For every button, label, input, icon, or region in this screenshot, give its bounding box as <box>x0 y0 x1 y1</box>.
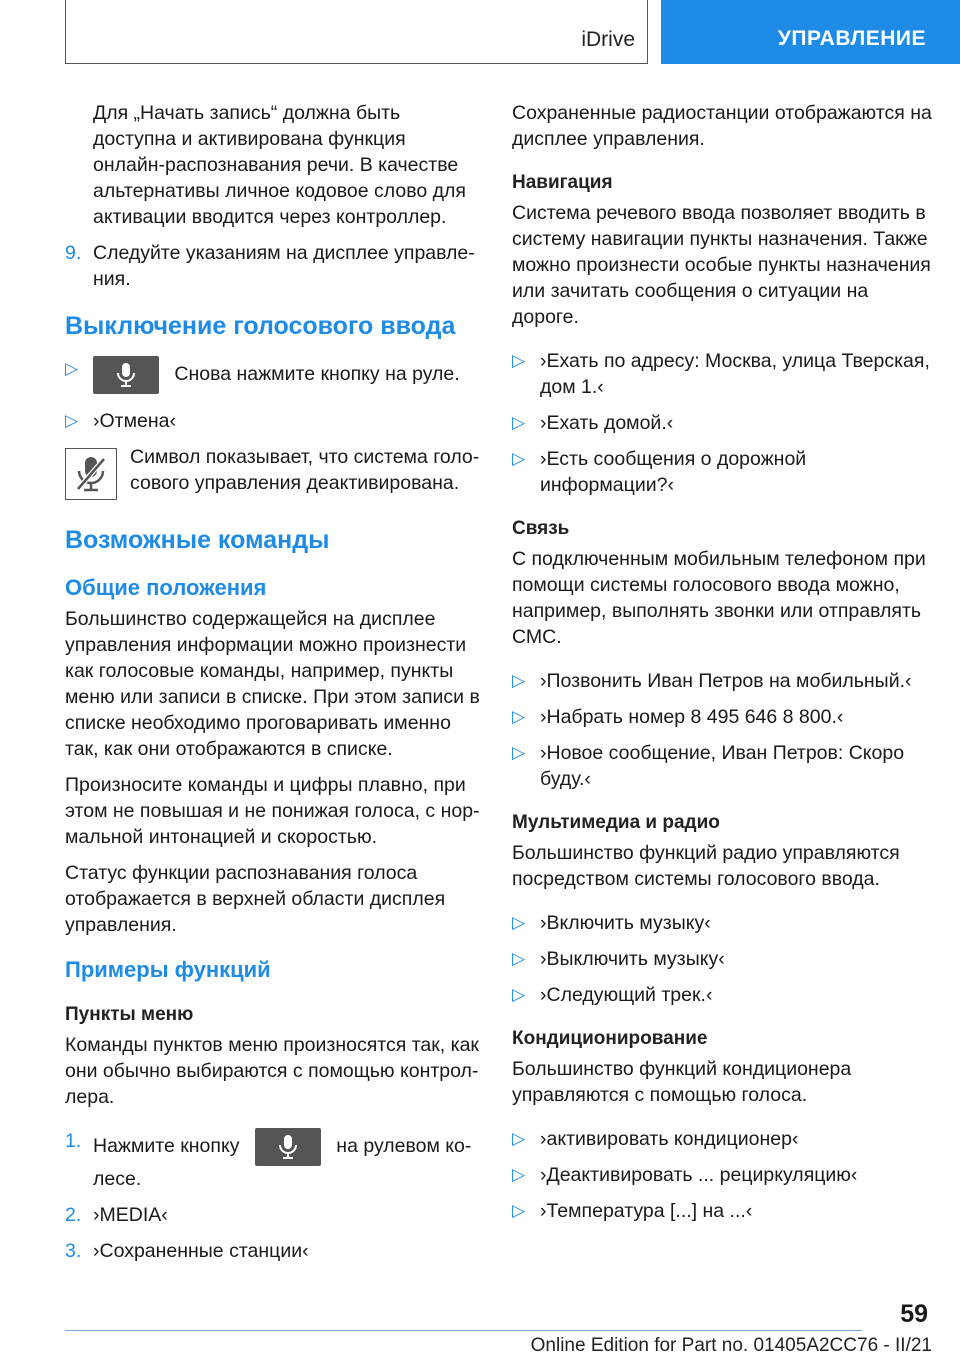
bullet-text: ›Включить музыку‹ <box>540 912 711 934</box>
step-text-a: Нажмите кнопку <box>93 1135 240 1158</box>
microphone-icon <box>278 1134 298 1160</box>
bullet-triangle-icon: ▷ <box>512 913 526 932</box>
step-1 <box>65 1128 483 1192</box>
nav-command <box>512 348 932 400</box>
general-paragraph-2: Произносите команды и цифры плавно, при этом не повышая и не понижая голоса, с нормальной интонацией и скоростью. <box>65 774 480 848</box>
ac-command <box>512 1126 932 1152</box>
radio-paragraph: Сохраненные радиостанции отображаются на дисплее управления. <box>512 102 932 150</box>
bullet-triangle-icon: ▷ <box>512 351 526 370</box>
heading-navigation: Навигация <box>512 172 613 193</box>
nav-command <box>512 446 932 498</box>
header-frame <box>65 0 648 64</box>
navigation-paragraph: Система речевого ввода позволяет вводить в систему навигации пункты назначения. Также можно произнести особые пункты назначения или зачитать сообщения о ситуации на дороге. <box>512 202 931 328</box>
step-text-b: на рулевом колесе. <box>93 1135 472 1190</box>
heading-multimedia: Мультимедиа и радио <box>512 812 720 833</box>
bullet-triangle-icon: ▷ <box>512 449 526 468</box>
step-text: Следуйте указаниям на дисплее управления. <box>93 242 475 290</box>
microphone-off-icon <box>75 455 107 493</box>
left-column <box>65 100 483 1264</box>
step-number: 3. <box>65 1240 82 1262</box>
media-command <box>512 982 932 1008</box>
intro-paragraph: Для „Начать запись“ должна быть доступна и активирована функция онлайн-распознавания речи. В качестве альтернативы личное кодовое слово для активации вводится через контроллер. <box>93 102 466 228</box>
communication-paragraph: С подключенным мобильным телефоном при помощи системы голосового ввода можно, например, выполнять звонки или отправлять СМС. <box>512 548 926 648</box>
step-3 <box>65 1238 483 1264</box>
step-2 <box>65 1202 483 1228</box>
general-paragraph-1: Большинство содержащейся на дисплее управления информации можно произнести как голосовые команды, например, пункты меню или записи в списке. При этом записи в списке необходимо проговаривать именно так, как они отображаются в списке. <box>65 608 480 760</box>
bullet-triangle-icon: ▷ <box>512 1165 526 1184</box>
steering-voice-button <box>93 356 159 394</box>
bullet-text: ›Следующий трек.‹ <box>540 984 713 1006</box>
step-text: ›MEDIA‹ <box>93 1204 168 1226</box>
bullet-text: ›Температура [...] на ...‹ <box>540 1200 753 1222</box>
heading-menu-items: Пункты меню <box>65 1004 194 1025</box>
step-number: 2. <box>65 1204 82 1226</box>
ac-command <box>512 1198 932 1224</box>
bullet-triangle-icon: ▷ <box>512 949 526 968</box>
comm-command <box>512 704 932 730</box>
bullet-triangle-icon: ▷ <box>65 359 79 378</box>
comm-command <box>512 740 932 792</box>
header-tab[interactable] <box>661 0 960 64</box>
step-number: 9. <box>65 242 82 264</box>
general-paragraph-3: Статус функции распознавания голоса отображается в верхней области дисплея управления. <box>65 862 446 936</box>
voice-disabled-symbol <box>65 448 117 500</box>
bullet-text: ›Ехать по адресу: Москва, улица Тверская, дом 1.‹ <box>540 350 930 398</box>
bullet-text: ›Выключить музыку‹ <box>540 948 725 970</box>
nav-command <box>512 410 932 436</box>
bullet-press-again <box>65 356 483 394</box>
symbol-text: Символ показывает, что система голосового управления деактивирована. <box>130 446 480 494</box>
heading-possible-commands: Возможные команды <box>65 526 330 554</box>
media-command <box>512 946 932 972</box>
bullet-text: ›Набрать номер 8 495 646 8 800.‹ <box>540 706 844 728</box>
header-tab-label: УПРАВЛЕНИЕ <box>777 27 926 50</box>
heading-air-conditioning: Кондиционирование <box>512 1028 708 1049</box>
bullet-cancel <box>65 408 483 434</box>
bullet-text: ›Есть сообщения о дорожной информации?‹ <box>540 448 807 496</box>
bullet-text: ›Деактивировать ... рециркуляцию‹ <box>540 1164 858 1186</box>
step-text: ›Сохраненные станции‹ <box>93 1240 309 1262</box>
bullet-triangle-icon: ▷ <box>512 413 526 432</box>
heading-examples: Примеры функций <box>65 957 271 982</box>
bullet-triangle-icon: ▷ <box>512 1129 526 1148</box>
bullet-text: ›Ехать домой.‹ <box>540 412 674 434</box>
air-conditioning-paragraph: Большинство функций кондиционера управляются с помощью голоса. <box>512 1058 852 1106</box>
symbol-row <box>65 444 483 506</box>
microphone-icon <box>116 362 136 388</box>
multimedia-paragraph: Большинство функций радио управляются посредством системы голосового ввода. <box>512 842 900 890</box>
menu-paragraph: Команды пунктов меню произносятся так, как они обычно выбираются с помощью контроллера. <box>65 1034 479 1108</box>
heading-voice-off: Выключение голосового ввода <box>65 312 456 340</box>
bullet-triangle-icon: ▷ <box>512 743 526 762</box>
bullet-triangle-icon: ▷ <box>512 985 526 1004</box>
bullet-text: ›Отмена‹ <box>93 410 176 432</box>
page-number: 59 <box>900 1300 928 1328</box>
step-9 <box>65 240 483 292</box>
ac-command <box>512 1162 932 1188</box>
heading-general: Общие положения <box>65 575 267 600</box>
bullet-text: ›Позвонить Иван Петров на мобильный.‹ <box>540 670 912 692</box>
footer-edition: Online Edition for Part no. 01405A2CC76 - II/21 <box>530 1335 932 1356</box>
bullet-triangle-icon: ▷ <box>65 411 79 430</box>
comm-command <box>512 668 932 694</box>
bullet-text: ›активировать кондиционер‹ <box>540 1128 799 1150</box>
heading-communication: Связь <box>512 518 570 539</box>
bullet-text: ›Новое сообщение, Иван Петров: Скоро буду.‹ <box>540 742 905 790</box>
media-command <box>512 910 932 936</box>
header-section: iDrive <box>581 28 635 51</box>
bullet-triangle-icon: ▷ <box>512 1201 526 1220</box>
bullet-triangle-icon: ▷ <box>512 707 526 726</box>
bullet-triangle-icon: ▷ <box>512 671 526 690</box>
steering-voice-button <box>255 1128 321 1166</box>
footer-divider <box>65 1330 862 1331</box>
right-column <box>512 100 932 1224</box>
bullet-text: Снова нажмите кнопку на руле. <box>174 363 460 386</box>
step-number: 1. <box>65 1130 82 1152</box>
